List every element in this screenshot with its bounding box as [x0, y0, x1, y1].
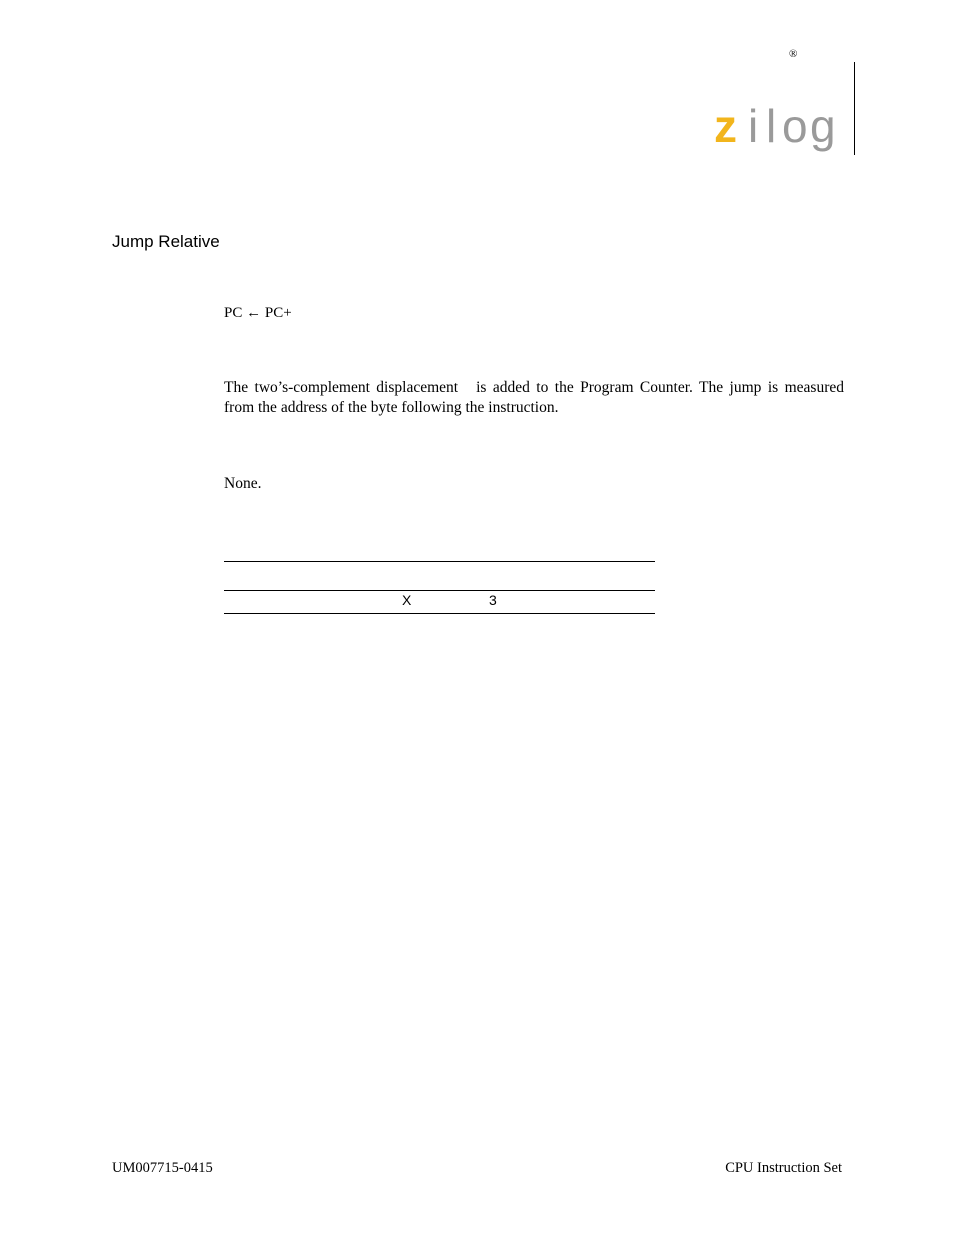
operation-formula: PC ← PC+: [224, 305, 292, 321]
header-divider: [854, 62, 855, 155]
logo-letter-z: z: [714, 100, 737, 152]
logo-letter-l: l: [766, 100, 777, 152]
description-part-2: is added to the Program Counter. The jump is measured from the address of the byte following the instruction.: [224, 379, 844, 416]
condition-bits: None.: [224, 475, 262, 492]
table-bottom-rule: [224, 613, 655, 614]
logo-letter-o: o: [782, 100, 808, 152]
table-top-rule: [224, 561, 655, 562]
logo-letter-g: g: [810, 100, 836, 152]
description-part-1: The two’s-complement displacement: [224, 379, 459, 396]
table-header-rule: [224, 590, 655, 591]
logo-letter-i: i: [748, 100, 759, 152]
zilog-logo: [714, 100, 844, 156]
section-title: Jump Relative: [112, 232, 220, 251]
table-cell-3: 3: [489, 592, 497, 608]
footer-doc-id: UM007715-0415: [112, 1160, 213, 1176]
table-cell-x: X: [402, 592, 412, 608]
footer-section-name: CPU Instruction Set: [725, 1160, 842, 1176]
registered-trademark: ®: [789, 48, 798, 60]
description-paragraph: [224, 378, 844, 418]
